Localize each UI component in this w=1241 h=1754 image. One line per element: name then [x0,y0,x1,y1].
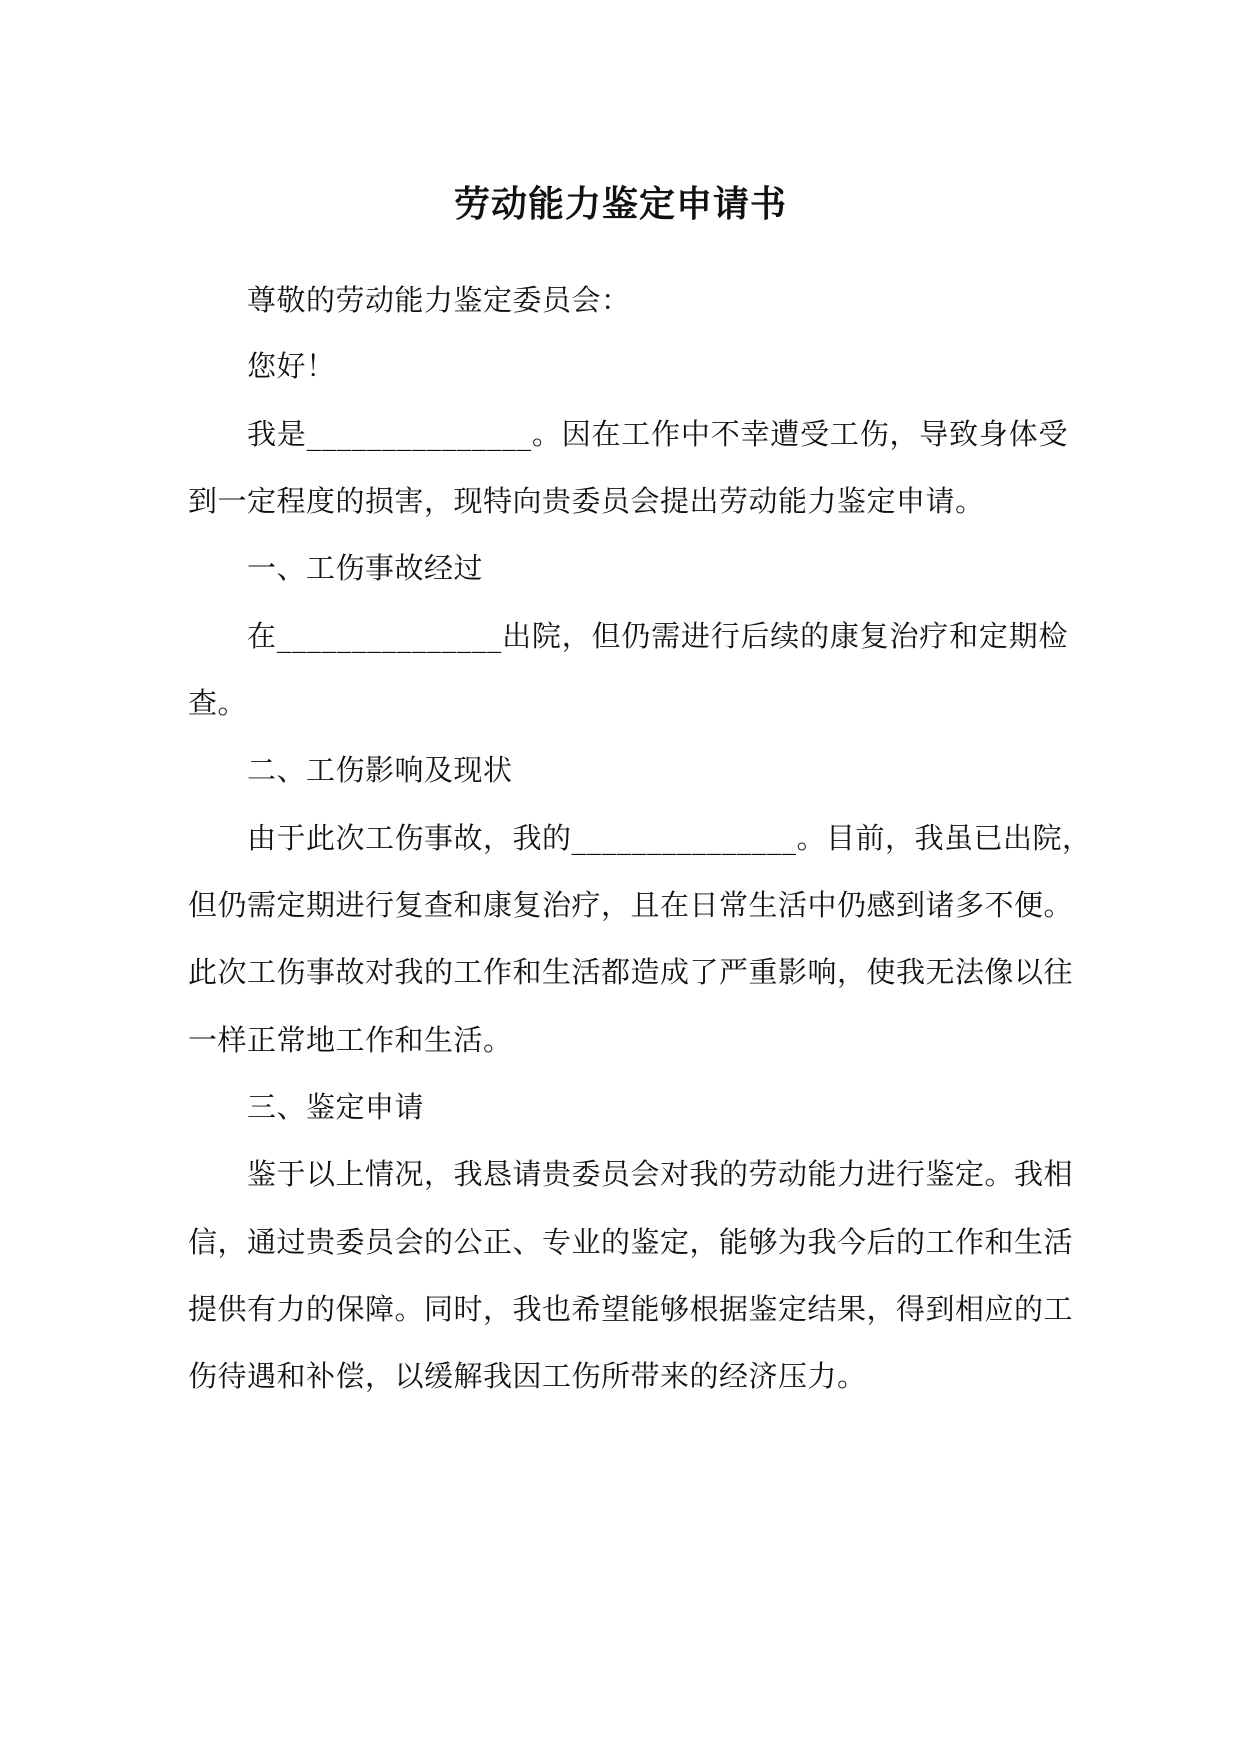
section-1-line-1: 在_______________出院，但仍需进行后续的康复治疗和定期检 [247,619,1068,653]
section-2-line-4: 一样正常地工作和生活。 [188,1023,513,1057]
section-1-line-2: 查。 [188,686,248,720]
salutation: 尊敬的劳动能力鉴定委员会： [247,283,631,317]
document-title: 劳动能力鉴定申请书 [453,183,787,225]
section-2-line-1: 由于此次工伤事故，我的_______________。目前，我虽已出院， [247,821,1092,855]
section-2-line-3: 此次工伤事故对我的工作和生活都造成了严重影响，使我无法像以往 [188,955,1074,989]
section-3-line-2: 信，通过贵委员会的公正、专业的鉴定，能够为我今后的工作和生活 [188,1225,1074,1259]
greeting: 您好！ [247,349,336,383]
section-1-heading: 一、工伤事故经过 [247,551,484,585]
section-3-line-3: 提供有力的保障。同时，我也希望能够根据鉴定结果，得到相应的工 [188,1292,1074,1326]
intro-line-2: 到一定程度的损害，现特向贵委员会提出劳动能力鉴定申请。 [188,484,985,518]
section-3-line-1: 鉴于以上情况，我恳请贵委员会对我的劳动能力进行鉴定。我相 [247,1157,1074,1191]
intro-line-1: 我是_______________。因在工作中不幸遭受工伤，导致身体受 [247,417,1068,451]
section-2-heading: 二、工伤影响及现状 [247,753,513,787]
section-3-line-4: 伤待遇和补偿，以缓解我因工伤所带来的经济压力。 [188,1359,867,1393]
section-3-heading: 三、鉴定申请 [247,1090,425,1124]
section-2-line-2: 但仍需定期进行复查和康复治疗，且在日常生活中仍感到诸多不便。 [188,888,1074,922]
